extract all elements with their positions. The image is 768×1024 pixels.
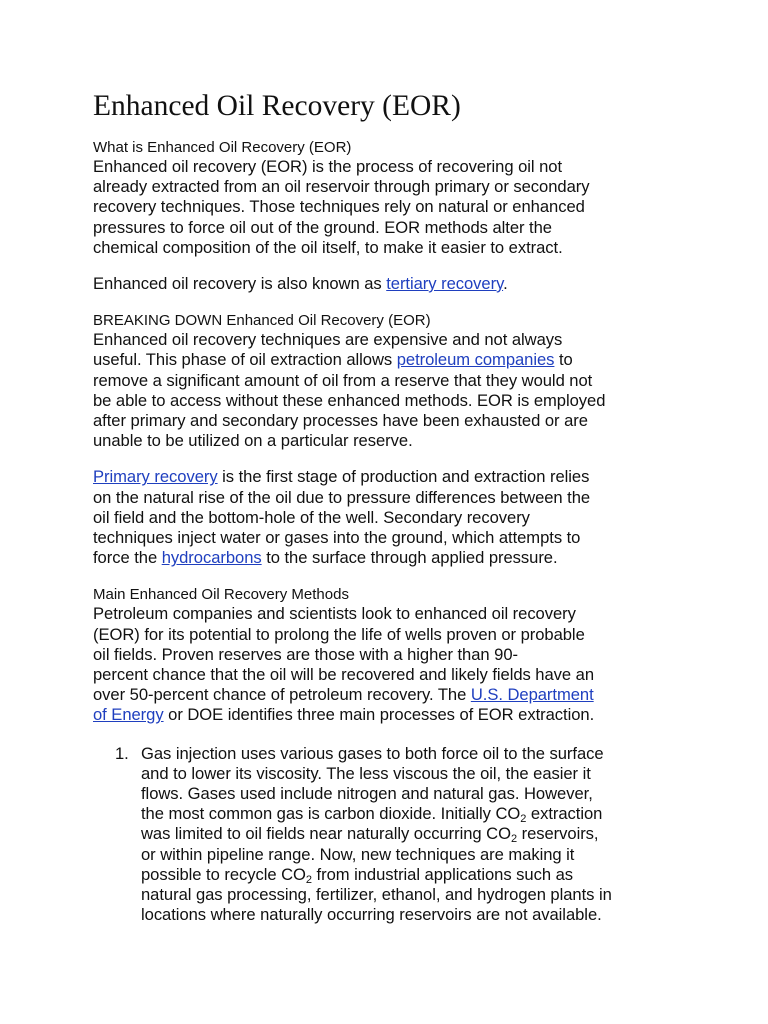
text-line [93, 467, 683, 487]
link-us-department-of-energy[interactable]: U.S. Department [470, 685, 594, 705]
text-line: and to lower its viscosity. The less viscous the oil, the easier it [141, 763, 591, 783]
text-line: Gas injection uses various gases to both force oil to the surface [141, 743, 604, 763]
text-line: chemical composition of the oil itself, to make it easier to extract. [93, 237, 563, 257]
subscript: 2 [520, 813, 527, 826]
link-petroleum-companies[interactable]: petroleum companies [396, 350, 555, 370]
text-fragment: the most common gas is carbon dioxide. Initially CO [141, 804, 521, 824]
text-line: natural gas processing, fertilizer, ethanol, and hydrogen plants in [141, 885, 612, 905]
text-line [93, 548, 683, 568]
methods-list [93, 744, 683, 926]
text-fragment: possible to recycle CO [141, 864, 306, 884]
text-line: locations where naturally occurring reservoirs are not available. [141, 905, 602, 925]
text-line: after primary and secondary processes have been exhausted or are [93, 411, 588, 431]
text-line: Enhanced oil recovery techniques are expensive and not always [93, 330, 563, 350]
text-fragment: or DOE identifies three main processes of EOR extraction. [163, 705, 595, 725]
paragraph-techniques [93, 330, 683, 451]
list-item-gas-injection [93, 744, 683, 926]
subscript: 2 [305, 873, 312, 886]
text-fragment: . [503, 274, 508, 294]
section-heading-main-methods: Main Enhanced Oil Recovery Methods [93, 586, 349, 604]
text-fragment: extraction [526, 804, 603, 824]
text-line: pressures to force oil out of the ground. EOR methods alter the [93, 217, 552, 237]
link-us-department-of-energy-cont[interactable]: of Energy [93, 705, 164, 725]
text-fragment: Enhanced oil recovery is also known as [93, 274, 387, 294]
text-fragment: from industrial applications such as [311, 864, 573, 884]
text-fragment: was limited to oil fields near naturally occurring CO [141, 824, 511, 844]
text-fragment: over 50-percent chance of petroleum recovery. The [93, 685, 471, 705]
text-line: remove a significant amount of oil from a reserve that they would not [93, 370, 593, 390]
text-line: techniques inject water or gases into the ground, which attempts to [93, 528, 581, 548]
text-line: unable to be utilized on a particular reserve. [93, 431, 413, 451]
text-line: (EOR) for its potential to prolong the life of wells proven or probable [93, 624, 585, 644]
subscript: 2 [510, 833, 518, 846]
text-fragment: to the surface through applied pressure. [261, 548, 558, 568]
document-page [93, 88, 683, 926]
text-line: be able to access without these enhanced methods. EOR is employed [93, 390, 606, 410]
text-line: oil field and the bottom-hole of the well. Secondary recovery [93, 507, 530, 527]
text-line: flows. Gases used include nitrogen and natural gas. However, [141, 784, 593, 804]
text-line: on the natural rise of the oil due to pressure differences between the [93, 487, 591, 507]
paragraph-primary-recovery [93, 467, 683, 568]
text-fragment: to [554, 350, 573, 370]
text-line: Enhanced oil recovery (EOR) is the process of recovering oil not [93, 157, 563, 176]
paragraph-definition [93, 157, 683, 258]
text-fragment: reservoirs, [517, 824, 599, 844]
link-hydrocarbons[interactable]: hydrocarbons [161, 548, 262, 568]
text-line: recovery techniques. Those techniques rely on natural or enhanced [93, 197, 585, 217]
section-heading-what-is: What is Enhanced Oil Recovery (EOR) [93, 139, 352, 156]
text-line: or within pipeline range. Now, new techniques are making it [141, 844, 575, 864]
text-line: already extracted from an oil reservoir through primary or secondary [93, 177, 590, 197]
text-line [141, 804, 683, 824]
link-primary-recovery[interactable]: Primary recovery [93, 467, 218, 487]
paragraph-also-known [93, 274, 683, 294]
list-number: 1. [115, 743, 129, 763]
text-line [93, 685, 683, 705]
text-fragment: force the [93, 548, 162, 568]
text-line [141, 824, 683, 844]
text-line: percent chance that the oil will be recovered and likely fields have an [93, 665, 595, 685]
text-line: oil fields. Proven reserves are those with a higher than 90- [93, 644, 518, 664]
section-heading-breaking-down: BREAKING DOWN Enhanced Oil Recovery (EOR) [93, 312, 431, 330]
link-tertiary-recovery[interactable]: tertiary recovery [386, 274, 504, 294]
text-line: Petroleum companies and scientists look to enhanced oil recovery [93, 604, 576, 624]
text-line [93, 350, 683, 370]
text-fragment: is the first stage of production and extraction relies [217, 467, 590, 487]
text-line [141, 865, 683, 885]
text-line [93, 705, 683, 725]
page-title: Enhanced Oil Recovery (EOR) [93, 90, 461, 122]
text-line [93, 274, 683, 294]
text-fragment: useful. This phase of oil extraction allows [93, 350, 397, 370]
paragraph-main-methods [93, 604, 683, 725]
